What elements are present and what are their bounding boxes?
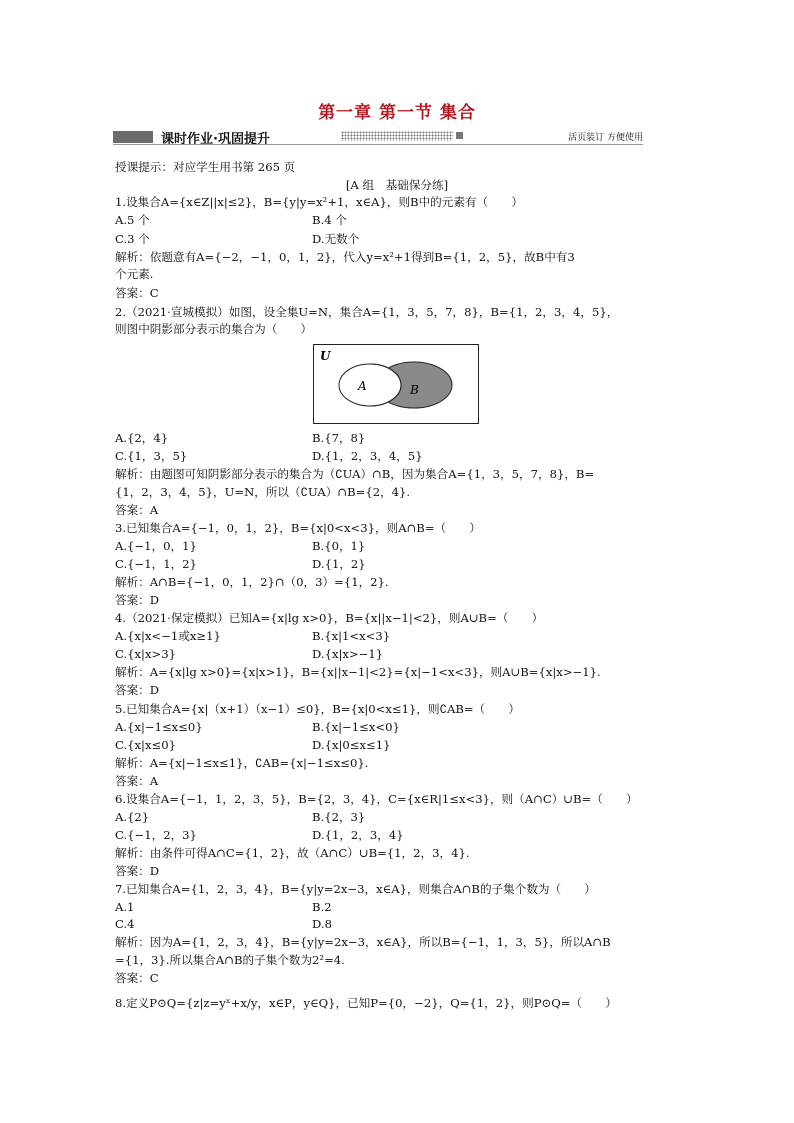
question-5: 5.已知集合A={x|（x+1）（x−1）≤0}，B={x|0<x≤1}，则∁AB=（ ） [115,702,520,716]
option: A.{2，4} [115,431,169,445]
option: A.{2} [115,810,150,824]
option: A.1 [115,900,135,914]
banner-block [113,131,153,143]
option: B.2 [312,900,332,914]
option: D.8 [312,917,332,931]
hint-text: 授课提示：对应学生用书第 265 页 [115,160,296,174]
binding-note: 活页装订 方便使用 [568,133,643,143]
analysis: 解析：依题意有A={−2，−1，0，1，2}，代入y=x²+1得到B={1，2，5}，故B中有3 [115,250,575,264]
option: C.3 个 [115,232,150,246]
analysis: 解析：A∩B={−1，0，1，2}∩（0，3）={1，2}. [115,575,389,589]
question-1: 1.设集合A={x∈Z||x|≤2}，B={y|y=x²+1，x∈A}，则B中的元素有（ ） [115,195,523,209]
answer: 答案：A [115,774,159,788]
answer: 答案：C [115,286,159,300]
answer: 答案：D [115,864,160,878]
option: B.{x|−1≤x<0} [312,720,400,734]
section-title: 课时作业·巩固提升 [161,132,270,147]
banner-square [456,132,463,139]
question-4: 4.（2021·保定模拟）已知A={x|lg x>0}，B={x||x−1|<2}，则A∪B=（ ） [115,611,544,625]
option: D.{1，2} [312,557,366,571]
option: B.{7，8} [312,431,366,445]
analysis: 解析：A={x|−1≤x≤1}，∁AB={x|−1≤x≤0}. [115,756,369,770]
question-7: 7.已知集合A={1，2，3，4}，B={y|y=2x−3，x∈A}，则集合A∩B的子集个数为（ ） [115,882,596,896]
analysis: {1，2，3，4，5}，U=N，所以（∁UA）∩B={2，4}. [115,485,411,499]
option: B.{2，3} [312,810,366,824]
answer: 答案：D [115,683,160,697]
group-label: [A 组 基础保分练] [345,178,449,192]
option: D.无数个 [312,232,360,246]
venn-diagram [313,344,479,424]
analysis: 解析：由条件可得A∩C={1，2}，故（A∩C）∪B={1，2，3，4}. [115,846,470,860]
banner-rule [113,144,643,145]
question-2: 2.（2021·宣城模拟）如图，设全集U=N，集合A={1，3，5，7，8}，B={1，2，3，4，5}， [115,305,619,319]
answer: 答案：C [115,971,159,985]
analysis: 个元素. [115,267,154,281]
analysis: 解析：A={x|lg x>0}={x|x>1}，B={x||x−1|<2}={x|−1<x<3}，则A∪B={x|x>−1}. [115,665,601,679]
question-2: 则图中阴影部分表示的集合为（ ） [115,322,313,336]
page-title: 第一章 第一节 集合 [318,103,476,123]
option: D.{1，2，3，4} [312,828,404,842]
option: C.4 [115,917,135,931]
option: D.{1，2，3，4，5} [312,449,423,463]
option: C.{−1，1，2} [115,557,197,571]
option: C.{1，3，5} [115,449,188,463]
option: D.{x|0≤x≤1} [312,738,391,752]
question-3: 3.已知集合A={−1，0，1，2}，B={x|0<x<3}，则A∩B=（ ） [115,521,481,535]
analysis: 解析：由题图可知阴影部分表示的集合为（∁UA）∩B，因为集合A={1，3，5，7，8}，B= [115,467,595,481]
answer: 答案：D [115,593,160,607]
option: C.{x|x≤0} [115,738,176,752]
question-6: 6.设集合A={−1，1，2，3，5}，B={2，3，4}，C={x∈R|1≤x<3}，则（A∩C）∪B=（ ） [115,792,638,806]
answer: 答案：A [115,503,159,517]
option: A.{x|x<−1或x≥1} [115,629,221,643]
label-u: U [320,349,331,363]
option: C.{−1，2，3} [115,828,197,842]
banner-dots [341,131,453,141]
label-a: A [358,379,367,393]
option: B.{0，1} [312,539,366,553]
option: C.{x|x>3} [115,647,176,661]
option: A.{−1，0，1} [115,539,197,553]
analysis: ={1，3}.所以集合A∩B的子集个数为2²=4. [115,953,345,967]
option: B.4 个 [312,213,347,227]
question-8: 8.定义P⊙Q={z|z=yˣ+x/y，x∈P，y∈Q}，已知P={0，−2}，Q={1，2}，则P⊙Q=（ ） [115,996,617,1010]
option: D.{x|x>−1} [312,647,384,661]
label-b: B [410,383,419,397]
option: B.{x|1<x<3} [312,629,391,643]
option: A.{x|−1≤x≤0} [115,720,203,734]
analysis: 解析：因为A={1，2，3，4}，B={y|y=2x−3，x∈A}，所以B={−1，1，3，5}，所以A∩B [115,935,611,949]
option: A.5 个 [115,213,150,227]
section-banner [113,128,643,148]
